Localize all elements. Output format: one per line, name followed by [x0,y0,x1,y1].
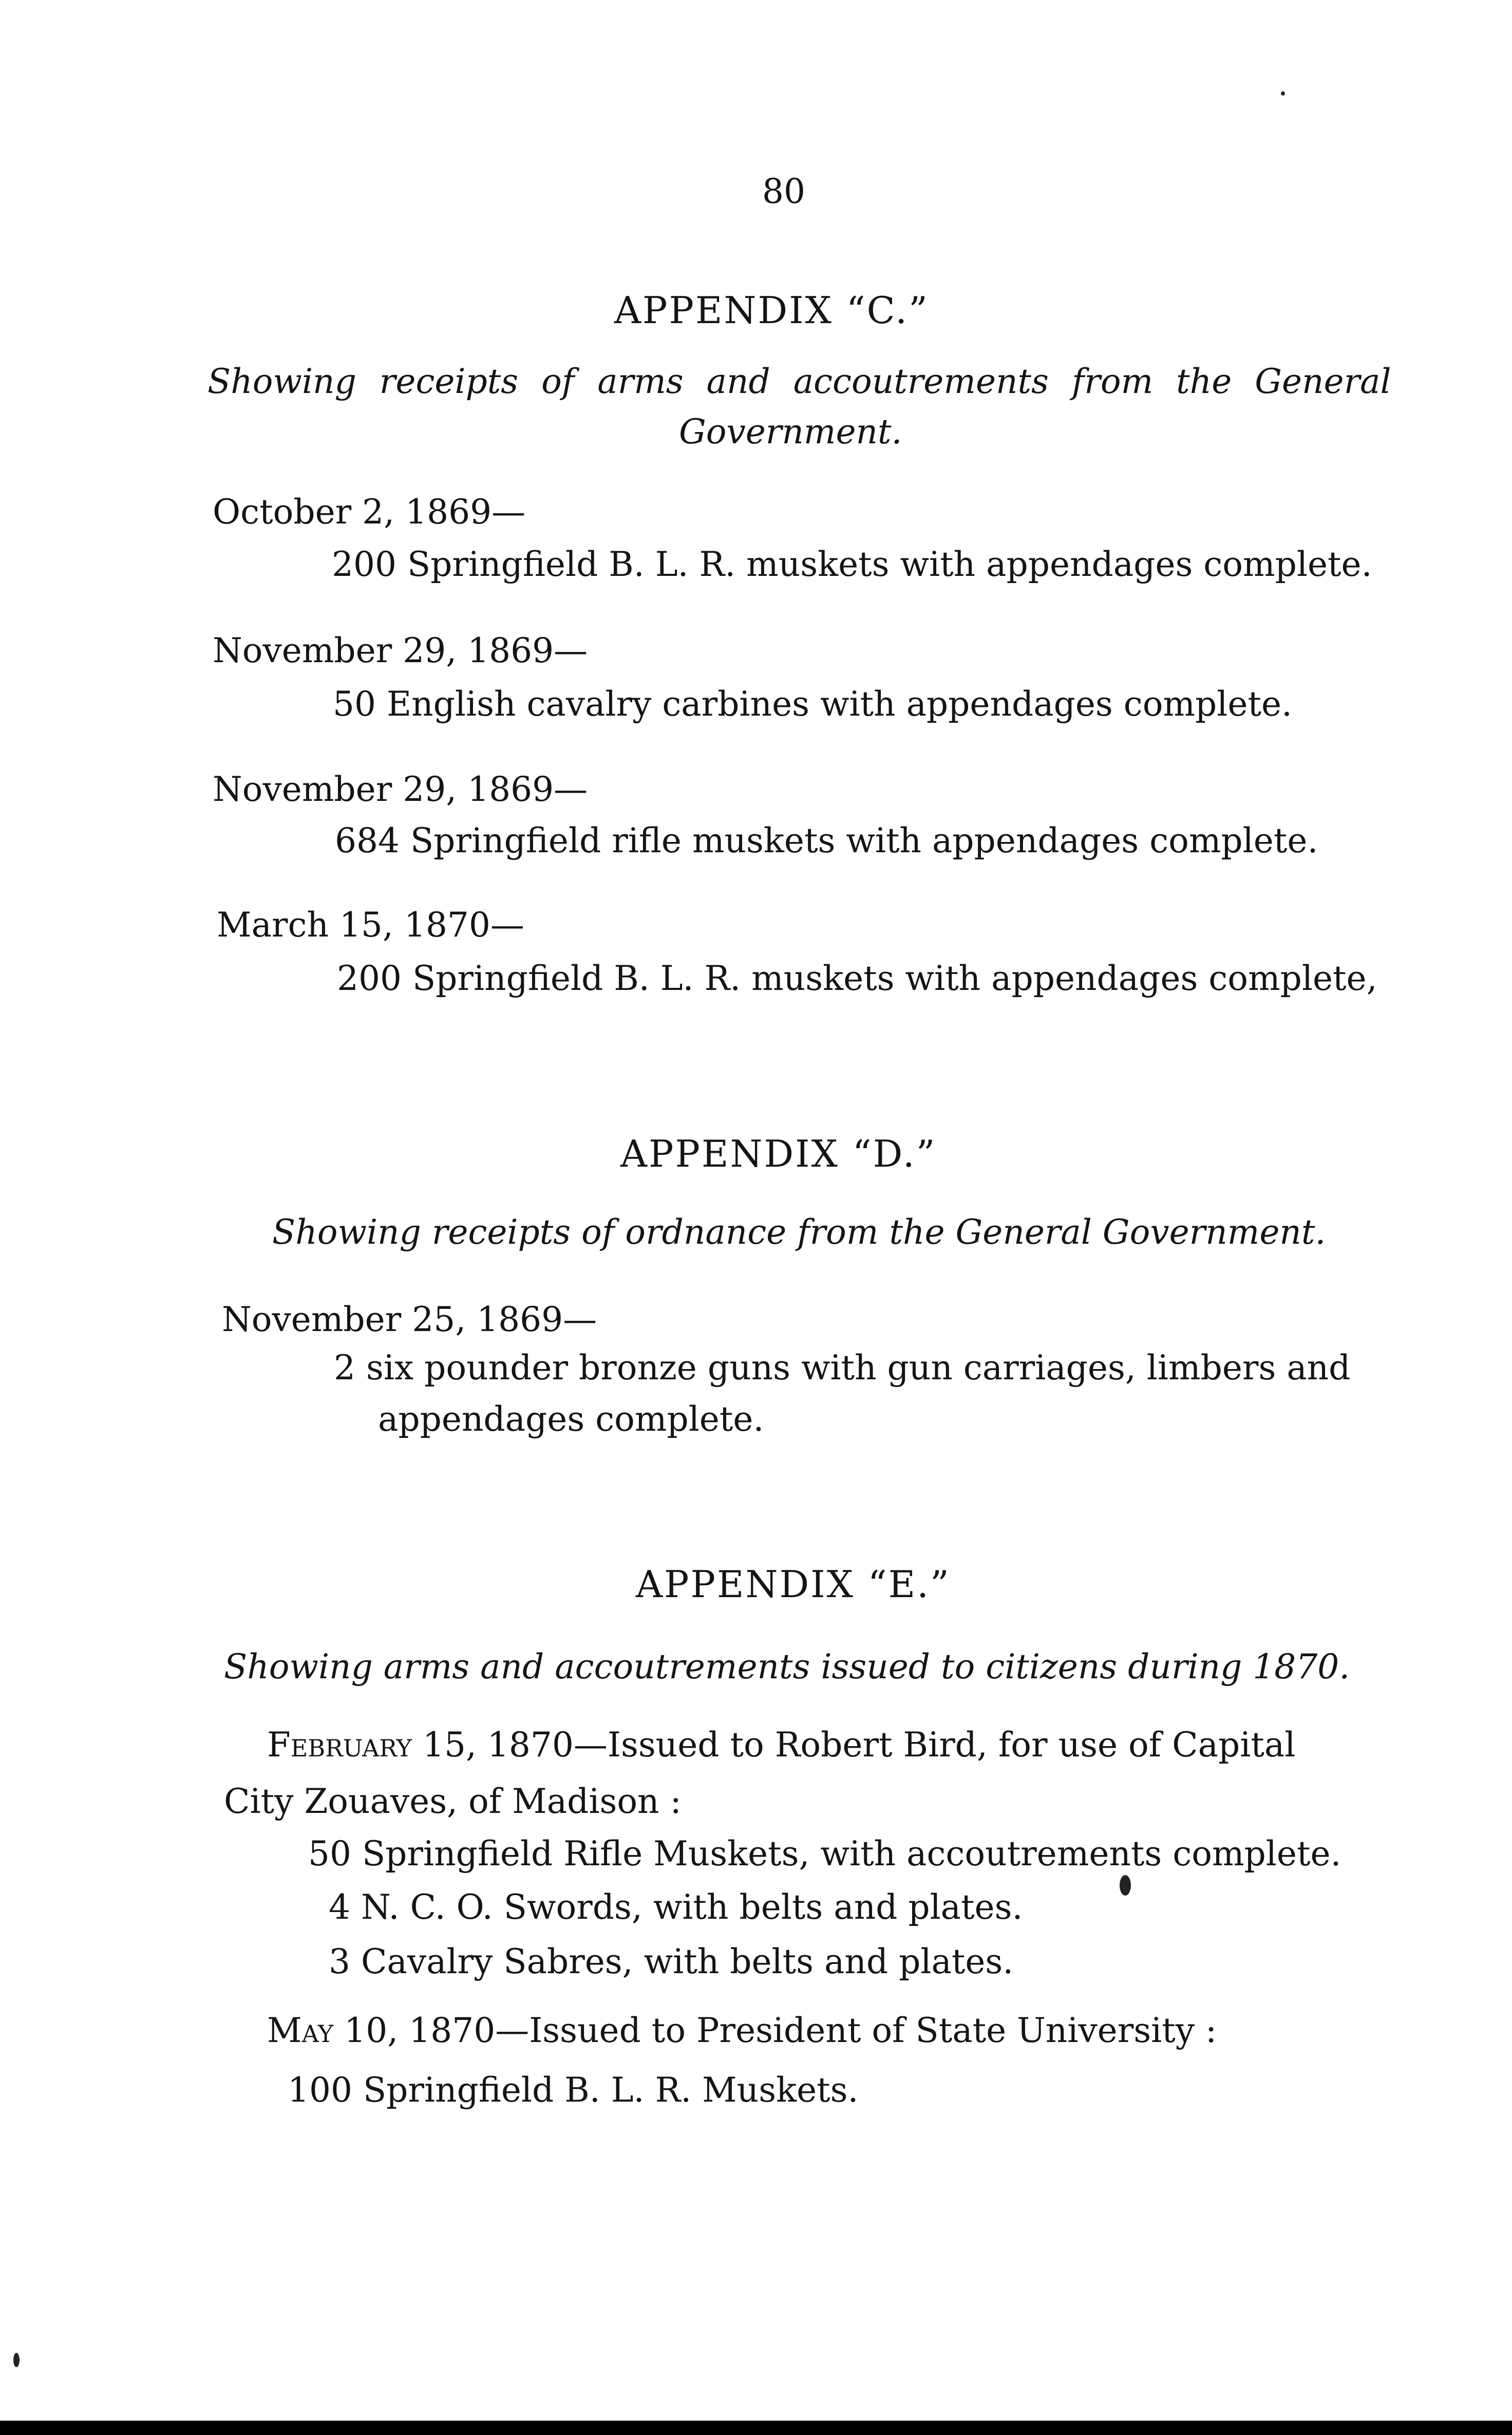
issue-text: 10, 1870—Issued to President of State University : [344,2011,1217,2050]
appendix-d-subtitle: Showing receipts of ordnance from the General Government. [272,1212,1326,1252]
issue-text: 15, 1870—Issued to Robert Bird, for use of Capital [422,1725,1296,1765]
appendix-d-heading: APPENDIX “D.” [620,1132,937,1175]
entry-item: 2 six pounder bronze guns with gun carriages, limbers and [334,1348,1351,1388]
entry-date: November 29, 1869— [213,631,588,670]
entry-item-line2: appendages complete. [378,1399,764,1439]
issue-item: 4 N. C. O. Swords, with belts and plates. [329,1887,1023,1927]
entry-date: October 2, 1869— [213,492,526,532]
appendix-e-heading: APPENDIX “E.” [636,1563,951,1606]
entry-date: November 29, 1869— [213,770,588,809]
entry-item: 684 Springfield rifle muskets with appendages complete. [335,821,1318,860]
ink-speck [13,2353,20,2367]
entry-item: 200 Springfield B. L. R. muskets with appendages complete. [332,545,1372,584]
issue-item: 3 Cavalry Sabres, with belts and plates. [329,1942,1014,1981]
page-number: 80 [762,172,805,211]
appendix-e-subtitle: Showing arms and accoutrements issued to citizens during 1870. [224,1647,1350,1687]
entry-item: 200 Springfield B. L. R. muskets with appendages complete, [337,959,1377,998]
entry-date: March 15, 1870— [217,905,524,945]
scan-bottom-edge [0,2421,1512,2435]
appendix-c-subtitle: Showing receipts of arms and accoutrements from the General [207,362,1391,401]
issue-text-line2: City Zouaves, of Madison : [224,1782,682,1821]
ink-blot [1120,1875,1131,1896]
appendix-c-heading: APPENDIX “C.” [614,289,929,332]
issue-item: 50 Springfield Rifle Muskets, with accoutrements complete. [308,1834,1341,1874]
issue-entry [267,2011,1217,2050]
appendix-c-subtitle-line2: Government. [679,412,902,452]
issue-item: 100 Springfield B. L. R. Muskets. [288,2070,859,2110]
issue-date-month: February [267,1725,412,1765]
entry-item: 50 English cavalry carbines with appendages complete. [333,684,1293,724]
entry-date: November 25, 1869— [222,1300,597,1339]
issue-entry [267,1725,1296,1765]
ink-speck [1281,91,1285,96]
issue-date-month: May [267,2011,334,2050]
